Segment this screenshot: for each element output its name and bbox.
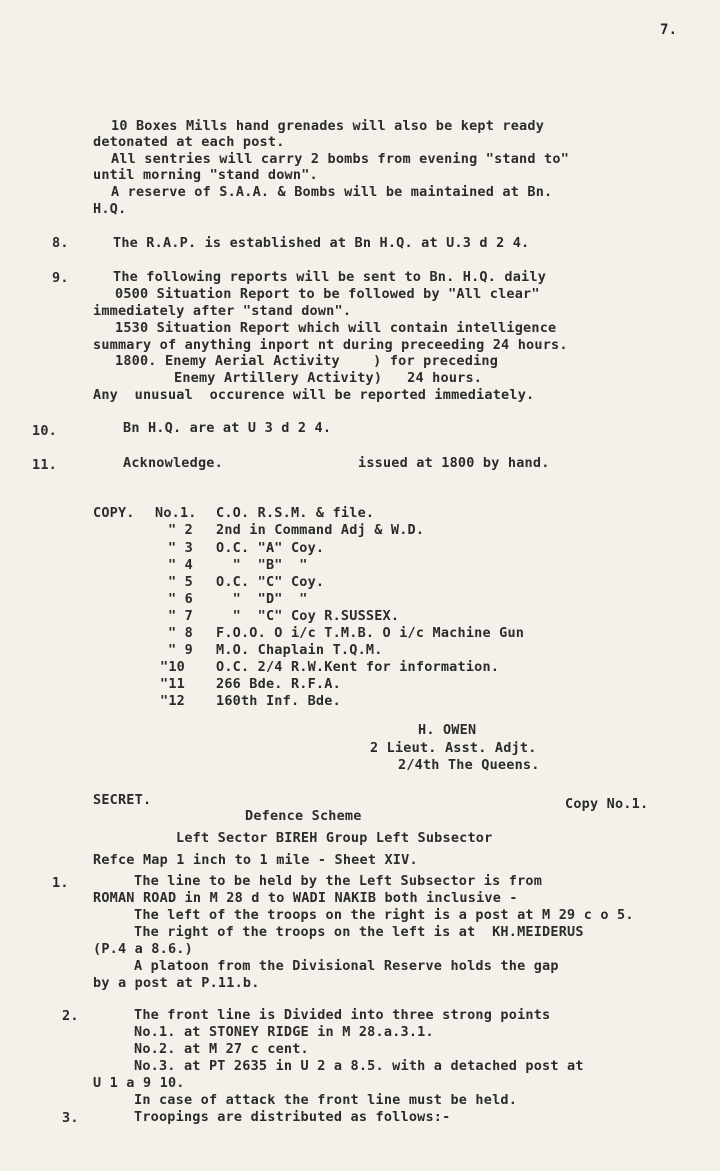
text-line: until morning "stand down". <box>93 167 318 183</box>
text-line: No.2. at M 27 c cent. <box>134 1041 309 1057</box>
classification-label: SECRET. <box>93 792 152 808</box>
text-line: U 1 a 9 10. <box>93 1075 185 1091</box>
text-line: The front line is Divided into three strong points <box>134 1007 551 1023</box>
copy-recipient: F.O.O. O i/c T.M.B. O i/c Machine Gun <box>216 625 525 641</box>
copy-number: " 7 <box>168 608 193 624</box>
text-line: Any unusual occurence will be reported immediately. <box>93 387 535 403</box>
copy-number: No.1. <box>155 505 197 521</box>
copy-number: " 3 <box>168 540 193 556</box>
paragraph-number: 11. <box>32 457 57 473</box>
copy-number: " 2 <box>168 522 193 538</box>
copy-recipient: " "B" " <box>216 557 308 573</box>
text-line: The R.A.P. is established at Bn H.Q. at U.3 d 2 4. <box>113 235 530 251</box>
text-line: In case of attack the front line must be held. <box>134 1092 518 1108</box>
scheme-title: Defence Scheme <box>245 808 362 824</box>
copy-recipient: " "C" Coy R.SUSSEX. <box>216 608 400 624</box>
text-line: ROMAN ROAD in M 28 d to WADI NAKIB both inclusive - <box>93 890 518 906</box>
copy-recipient: " "D" " <box>216 591 308 607</box>
text-line: All sentries will carry 2 bombs from evening "stand to" <box>111 151 570 167</box>
text-line: (P.4 a 8.6.) <box>93 941 193 957</box>
copy-recipient: O.C. 2/4 R.W.Kent for information. <box>216 659 500 675</box>
text-line: summary of anything inport nt during preceeding 24 hours. <box>93 337 568 353</box>
copy-number: " 5 <box>168 574 193 590</box>
text-line: Acknowledge. <box>123 455 223 471</box>
signature-unit: 2/4th The Queens. <box>398 757 540 773</box>
copy-recipient: O.C. "C" Coy. <box>216 574 325 590</box>
text-line: No.1. at STONEY RIDGE in M 28.a.3.1. <box>134 1024 434 1040</box>
text-line: The left of the troops on the right is a post at M 29 c o 5. <box>134 907 634 923</box>
text-line: issued at 1800 by hand. <box>358 455 550 471</box>
paragraph-number: 3. <box>62 1110 79 1126</box>
text-line: A platoon from the Divisional Reserve holds the gap <box>134 958 559 974</box>
copy-number: "10 <box>160 659 185 675</box>
signature-rank: 2 Lieut. Asst. Adjt. <box>370 740 537 756</box>
text-line: No.3. at PT 2635 in U 2 a 8.5. with a detached post at <box>134 1058 584 1074</box>
copy-number: " 6 <box>168 591 193 607</box>
text-line: The following reports will be sent to Bn. H.Q. daily <box>113 269 547 285</box>
copy-recipient: C.O. R.S.M. & file. <box>216 505 375 521</box>
paragraph-number: 8. <box>52 235 69 251</box>
text-line: Troopings are distributed as follows:- <box>134 1109 451 1125</box>
paragraph-number: 10. <box>32 423 57 439</box>
text-line: Enemy Artillery Activity) 24 hours. <box>174 370 483 386</box>
text-line: A reserve of S.A.A. & Bombs will be maintained at Bn. <box>111 184 553 200</box>
page-number: 7. <box>660 22 678 38</box>
text-line: H.Q. <box>93 201 127 217</box>
text-line: detonated at each post. <box>93 134 285 150</box>
copy-recipient: 2nd in Command Adj & W.D. <box>216 522 425 538</box>
copy-number-label: Copy No.1. <box>565 796 649 812</box>
text-line: 1530 Situation Report which will contain intelligence <box>115 320 557 336</box>
text-line: immediately after "stand down". <box>93 303 352 319</box>
copy-number: " 9 <box>168 642 193 658</box>
text-line: 1800. Enemy Aerial Activity ) for preceding <box>115 353 499 369</box>
copy-recipient: 160th Inf. Bde. <box>216 693 341 709</box>
copy-recipient: 266 Bde. R.F.A. <box>216 676 341 692</box>
map-reference: Refce Map 1 inch to 1 mile - Sheet XIV. <box>93 852 418 868</box>
text-line: The line to be held by the Left Subsector is from <box>134 873 543 889</box>
text-line: 10 Boxes Mills hand grenades will also be kept ready <box>111 118 545 134</box>
text-line: by a post at P.11.b. <box>93 975 260 991</box>
scheme-subtitle: Left Sector BIREH Group Left Subsector <box>176 830 493 846</box>
paragraph-number: 9. <box>52 270 69 286</box>
paragraph-number: 2. <box>62 1008 79 1024</box>
text-line: 0500 Situation Report to be followed by "All clear" <box>115 286 540 302</box>
copy-number: "11 <box>160 676 185 692</box>
copy-recipient: M.O. Chaplain T.Q.M. <box>216 642 383 658</box>
text-line: Bn H.Q. are at U 3 d 2 4. <box>123 420 332 436</box>
copy-number: " 4 <box>168 557 193 573</box>
copy-number: "12 <box>160 693 185 709</box>
paragraph-number: 1. <box>52 875 69 891</box>
copy-recipient: O.C. "A" Coy. <box>216 540 325 556</box>
copy-label: COPY. <box>93 505 135 521</box>
copy-number: " 8 <box>168 625 193 641</box>
text-line: The right of the troops on the left is at KH.MEIDERUS <box>134 924 584 940</box>
signature-name: H. OWEN <box>418 722 477 738</box>
